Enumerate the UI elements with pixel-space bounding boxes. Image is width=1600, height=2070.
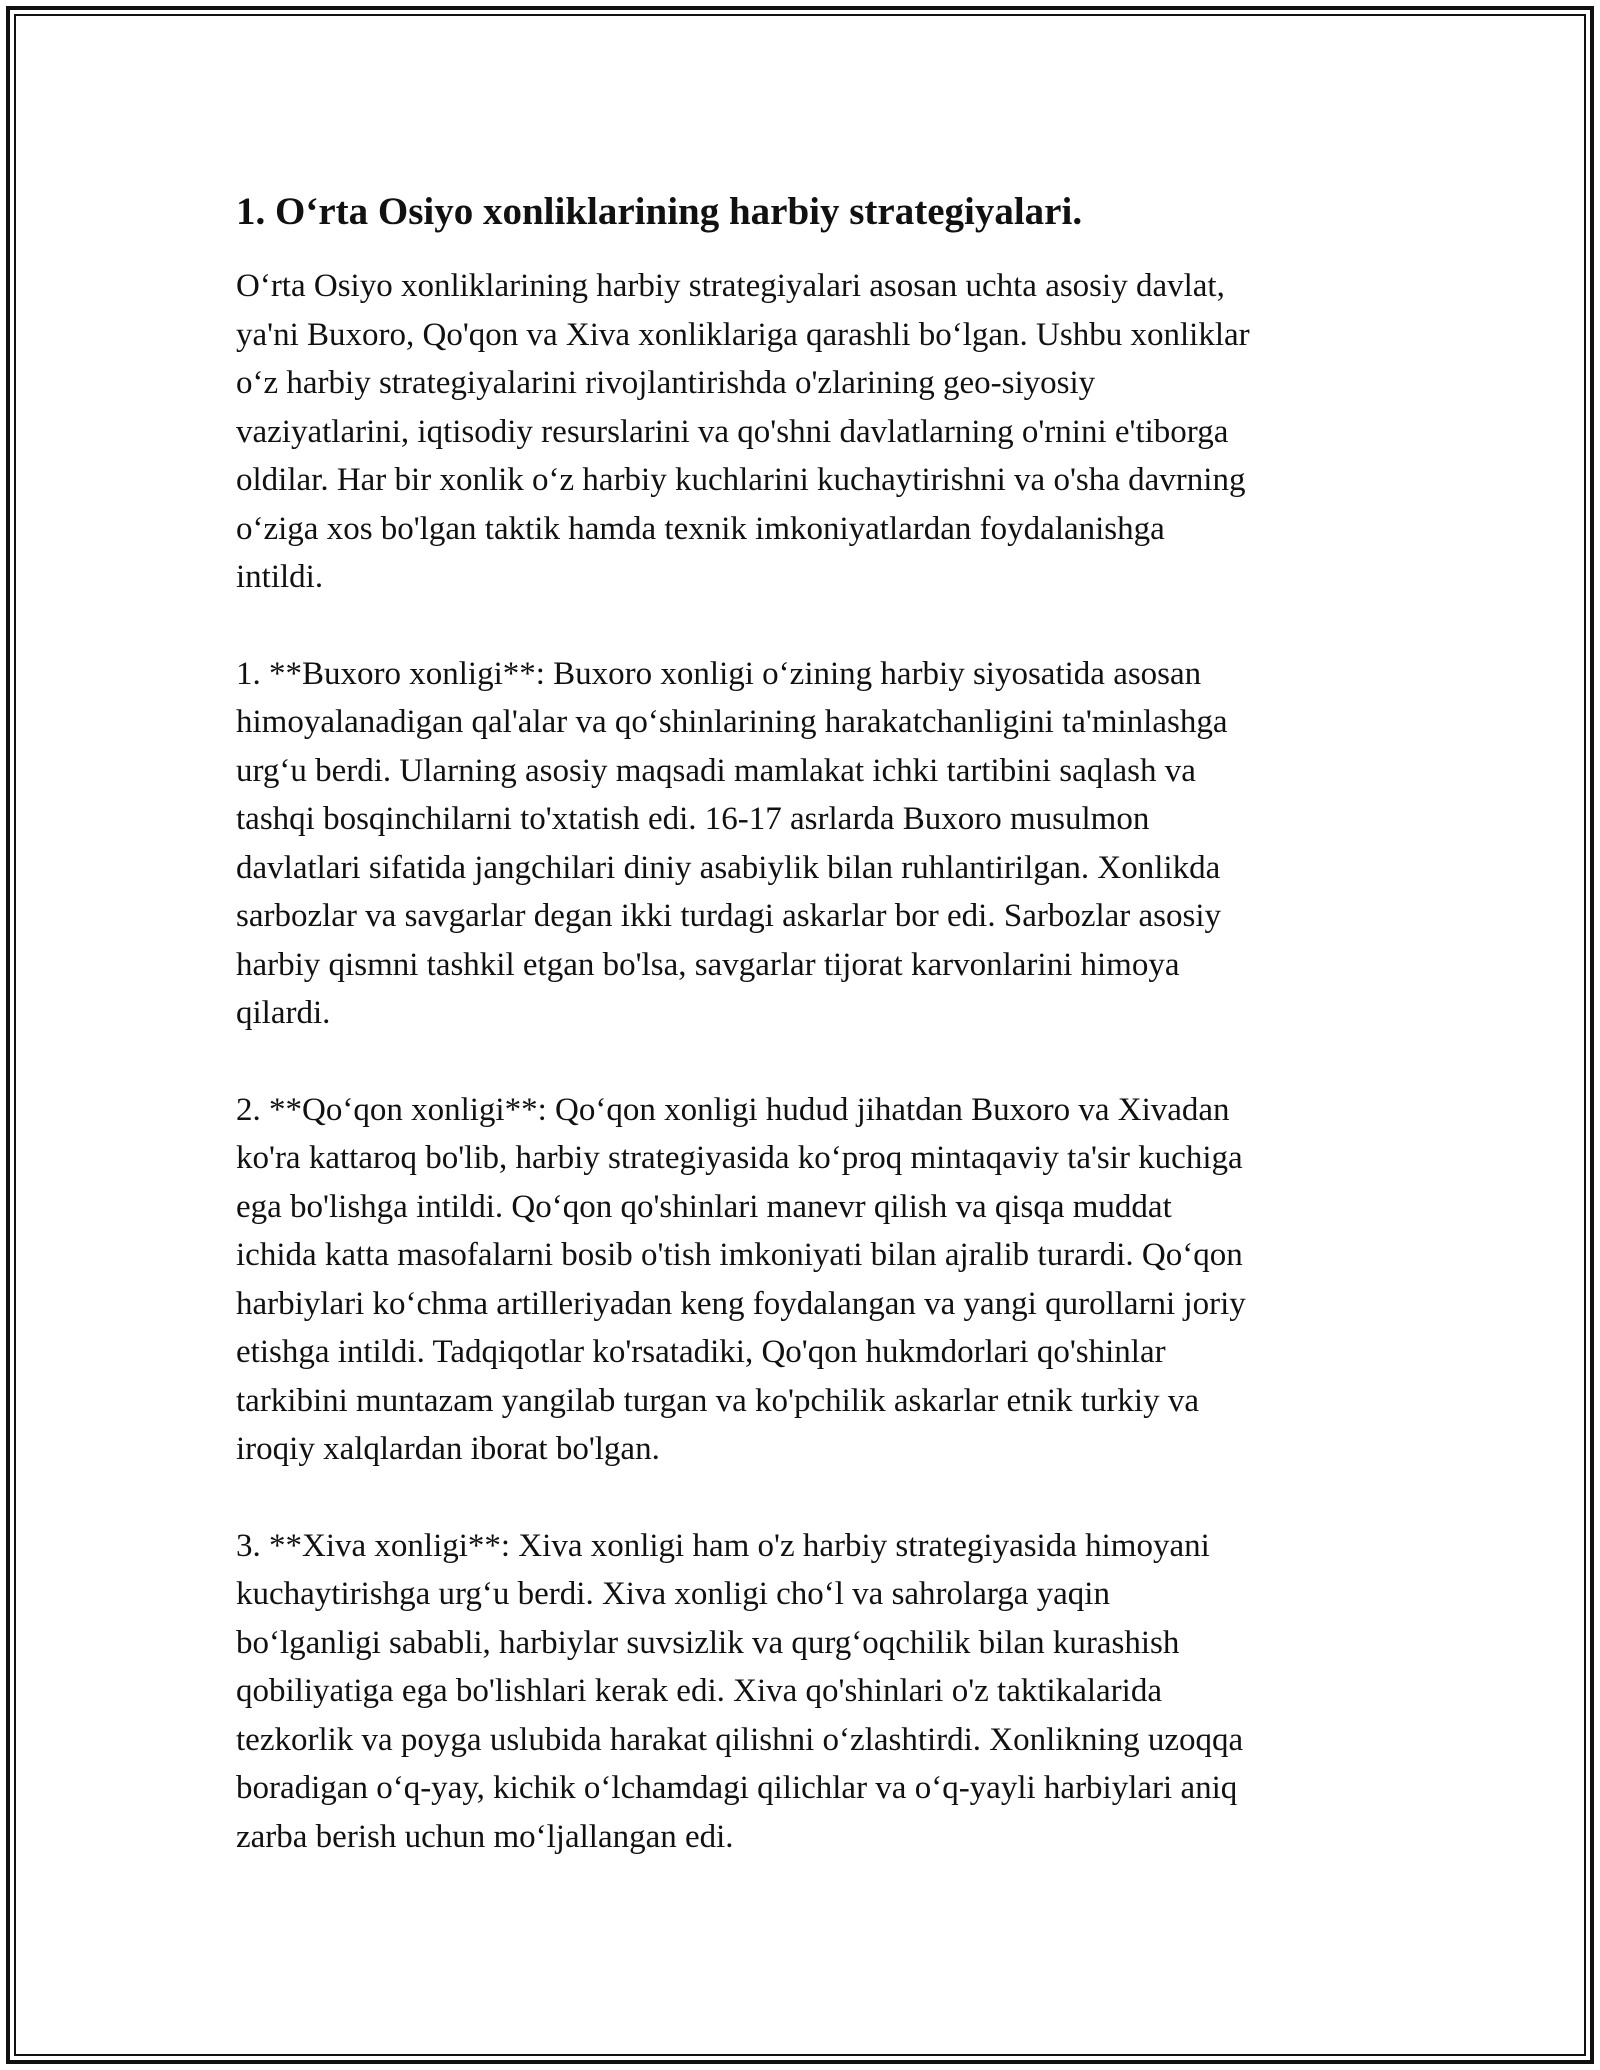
intro-paragraph: O‘rta Osiyo xonliklarining harbiy strategiyalari asosan uchta asosiy davlat, ya'ni Buxoro, Qo'qon va Xiva xonliklariga qarashli bo‘lgan. Ushbu xonliklar o‘z harbiy strategiyalarini rivojlantirishda o'zlarining geo-siyosiy vaziyatlarini, iqtisodiy resurslarini va qo'shni davlatlarning o'rnini e'tiborga oldilar. Har bir xonlik o‘z harbiy kuchlarini kuchaytirishni va o'sha davrning o‘ziga xos bo'lgan taktik hamda texnik imkoniyatlardan foydalanishga intildi. [236, 268, 1250, 595]
buxoro-paragraph: 1. **Buxoro xonligi**: Buxoro xonligi o‘zining harbiy siyosatida asosan himoyalanadigan qal'alar va qo‘shinlarining harakatchanligini ta'minlashga urg‘u berdi. Ularning asosiy maqsadi mamlakat ichki tartibini saqlash va tashqi bosqinchilarni to'xtatish edi. 16-17 asrlarda Buxoro musulmon davlatlari sifatida jangchilari diniy asabiylik bilan ruhlantirilgan. Xonlikda sarbozlar va savgarlar degan ikki turdagi askarlar bor edi. Sarbozlar asosiy harbiy qismni tashkil etgan bo'lsa, savgarlar tijorat karvonlarini himoya qilardi. [236, 655, 1228, 1031]
qoqon-paragraph: 2. **Qo‘qon xonligi**: Qo‘qon xonligi hudud jihatdan Buxoro va Xivadan ko'ra kattaroq bo'lib, harbiy strategiyasida ko‘proq mintaqaviy ta'sir kuchiga ega bo'lishga intildi. Qo‘qon qo'shinlari manevr qilish va qisqa muddat ichida katta masofalarni bosib o'tish imkoniyati bilan ajralib turardi. Qo‘qon harbiylari ko‘chma artilleriyadan keng foydalangan va yangi qurollarni joriy etishga intildi. Tadqiqotlar ko'rsatadiki, Qo'qon hukmdorlari qo'shinlar tarkibini muntazam yangilab turgan va ko'pchilik askarlar etnik turkiy va iroqiy xalqlardan iborat bo'lgan. [236, 1091, 1246, 1467]
document-body [236, 186, 1366, 1909]
section-heading: 1. O‘rta Osiyo xonliklarining harbiy strategiyalari. [236, 190, 1083, 233]
xiva-paragraph: 3. **Xiva xonligi**: Xiva xonligi ham o'z harbiy strategiyasida himoyani kuchaytirishga urg‘u berdi. Xiva xonligi cho‘l va sahrolarga yaqin bo‘lganligi sababli, harbiylar suvsizlik va qurg‘oqchilik bilan kurashish qobiliyatiga ega bo'lishlari kerak edi. Xiva qo'shinlari o'z taktikalarida tezkorlik va poyga uslubida harakat qilishni o‘zlashtirdi. Xonlikning uzoqqa boradigan o‘q-yay, kichik o‘lchamdagi qilichlar va o‘q-yayli harbiylari aniq zarba berish uchun mo‘ljallangan edi. [236, 1527, 1244, 1855]
